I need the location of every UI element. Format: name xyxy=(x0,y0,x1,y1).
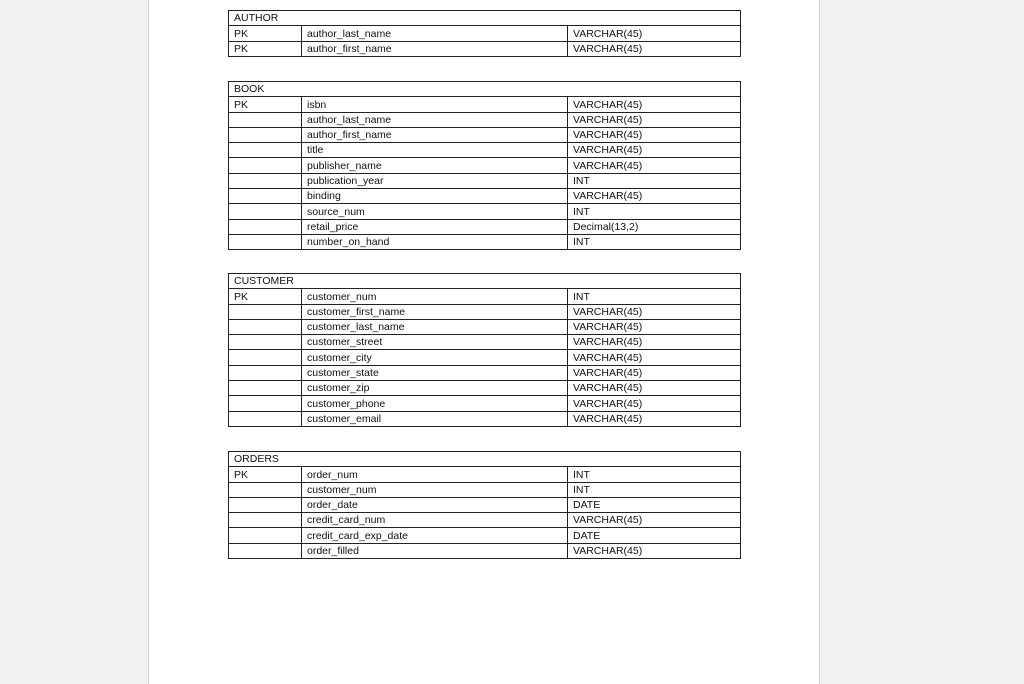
key-cell xyxy=(229,513,302,528)
data-type-cell: VARCHAR(45) xyxy=(568,319,741,334)
data-type-cell: DATE xyxy=(568,497,741,512)
table-row xyxy=(229,41,741,56)
table-row xyxy=(229,467,741,482)
table-row xyxy=(229,173,741,188)
field-name-cell: source_num xyxy=(302,204,568,219)
table-row xyxy=(229,112,741,127)
field-name-cell: order_filled xyxy=(302,543,568,558)
key-cell xyxy=(229,158,302,173)
data-type-cell: VARCHAR(45) xyxy=(568,350,741,365)
field-name-cell: author_last_name xyxy=(302,112,568,127)
data-type-cell: VARCHAR(45) xyxy=(568,97,741,112)
field-name-cell: publication_year xyxy=(302,173,568,188)
table-row xyxy=(229,411,741,426)
key-cell xyxy=(229,528,302,543)
field-name-cell: binding xyxy=(302,189,568,204)
table-row xyxy=(229,127,741,142)
key-cell: PK xyxy=(229,41,302,56)
table-header-row xyxy=(229,274,741,289)
field-name-cell: customer_zip xyxy=(302,381,568,396)
key-cell xyxy=(229,411,302,426)
table-row xyxy=(229,319,741,334)
data-type-cell: VARCHAR(45) xyxy=(568,411,741,426)
table-row xyxy=(229,350,741,365)
key-cell xyxy=(229,127,302,142)
data-type-cell: INT xyxy=(568,467,741,482)
field-name-cell: customer_num xyxy=(302,289,568,304)
data-type-cell: VARCHAR(45) xyxy=(568,127,741,142)
key-cell xyxy=(229,189,302,204)
field-name-cell: isbn xyxy=(302,97,568,112)
field-name-cell: credit_card_num xyxy=(302,513,568,528)
data-type-cell: INT xyxy=(568,289,741,304)
schema-table-customer xyxy=(228,273,741,427)
key-cell xyxy=(229,304,302,319)
data-type-cell: VARCHAR(45) xyxy=(568,143,741,158)
table-row xyxy=(229,289,741,304)
key-cell: PK xyxy=(229,97,302,112)
key-cell xyxy=(229,396,302,411)
field-name-cell: customer_first_name xyxy=(302,304,568,319)
field-name-cell: title xyxy=(302,143,568,158)
data-type-cell: INT xyxy=(568,482,741,497)
field-name-cell: customer_num xyxy=(302,482,568,497)
table-row xyxy=(229,219,741,234)
field-name-cell: author_first_name xyxy=(302,41,568,56)
data-type-cell: VARCHAR(45) xyxy=(568,41,741,56)
schema-table-book xyxy=(228,81,741,250)
key-cell xyxy=(229,350,302,365)
table-header-row xyxy=(229,82,741,97)
table-row xyxy=(229,234,741,249)
field-name-cell: author_last_name xyxy=(302,26,568,41)
field-name-cell: order_date xyxy=(302,497,568,512)
table-row xyxy=(229,158,741,173)
key-cell: PK xyxy=(229,26,302,41)
table-row xyxy=(229,143,741,158)
data-type-cell: VARCHAR(45) xyxy=(568,396,741,411)
table-row xyxy=(229,26,741,41)
field-name-cell: number_on_hand xyxy=(302,234,568,249)
table-name: ORDERS xyxy=(229,452,741,467)
table-name: CUSTOMER xyxy=(229,274,741,289)
key-cell xyxy=(229,365,302,380)
data-type-cell: VARCHAR(45) xyxy=(568,189,741,204)
field-name-cell: customer_phone xyxy=(302,396,568,411)
table-row xyxy=(229,365,741,380)
field-name-cell: customer_state xyxy=(302,365,568,380)
data-type-cell: VARCHAR(45) xyxy=(568,26,741,41)
key-cell xyxy=(229,482,302,497)
field-name-cell: publisher_name xyxy=(302,158,568,173)
table-row xyxy=(229,543,741,558)
field-name-cell: order_num xyxy=(302,467,568,482)
table-row xyxy=(229,97,741,112)
data-type-cell: DATE xyxy=(568,528,741,543)
data-type-cell: VARCHAR(45) xyxy=(568,365,741,380)
key-cell xyxy=(229,543,302,558)
data-type-cell: INT xyxy=(568,204,741,219)
table-row xyxy=(229,304,741,319)
data-type-cell: VARCHAR(45) xyxy=(568,158,741,173)
table-row xyxy=(229,513,741,528)
table-row xyxy=(229,381,741,396)
table-name: AUTHOR xyxy=(229,11,741,26)
key-cell xyxy=(229,143,302,158)
field-name-cell: customer_city xyxy=(302,350,568,365)
key-cell xyxy=(229,173,302,188)
data-type-cell: VARCHAR(45) xyxy=(568,112,741,127)
data-type-cell: Decimal(13,2) xyxy=(568,219,741,234)
field-name-cell: customer_street xyxy=(302,335,568,350)
field-name-cell: credit_card_exp_date xyxy=(302,528,568,543)
data-type-cell: VARCHAR(45) xyxy=(568,513,741,528)
data-type-cell: VARCHAR(45) xyxy=(568,543,741,558)
field-name-cell: customer_last_name xyxy=(302,319,568,334)
field-name-cell: customer_email xyxy=(302,411,568,426)
field-name-cell: author_first_name xyxy=(302,127,568,142)
data-type-cell: VARCHAR(45) xyxy=(568,304,741,319)
table-row xyxy=(229,204,741,219)
data-type-cell: VARCHAR(45) xyxy=(568,381,741,396)
table-header-row xyxy=(229,11,741,26)
key-cell xyxy=(229,335,302,350)
table-row xyxy=(229,497,741,512)
key-cell xyxy=(229,112,302,127)
table-row xyxy=(229,396,741,411)
key-cell xyxy=(229,204,302,219)
schema-table-author xyxy=(228,10,741,57)
key-cell: PK xyxy=(229,289,302,304)
key-cell xyxy=(229,234,302,249)
table-row xyxy=(229,482,741,497)
table-name: BOOK xyxy=(229,82,741,97)
key-cell xyxy=(229,381,302,396)
key-cell xyxy=(229,319,302,334)
schema-table-orders xyxy=(228,451,741,559)
table-row xyxy=(229,528,741,543)
document-page xyxy=(148,0,820,684)
field-name-cell: retail_price xyxy=(302,219,568,234)
table-row xyxy=(229,189,741,204)
key-cell: PK xyxy=(229,467,302,482)
data-type-cell: INT xyxy=(568,234,741,249)
data-type-cell: INT xyxy=(568,173,741,188)
table-row xyxy=(229,335,741,350)
table-header-row xyxy=(229,452,741,467)
data-type-cell: VARCHAR(45) xyxy=(568,335,741,350)
key-cell xyxy=(229,497,302,512)
key-cell xyxy=(229,219,302,234)
